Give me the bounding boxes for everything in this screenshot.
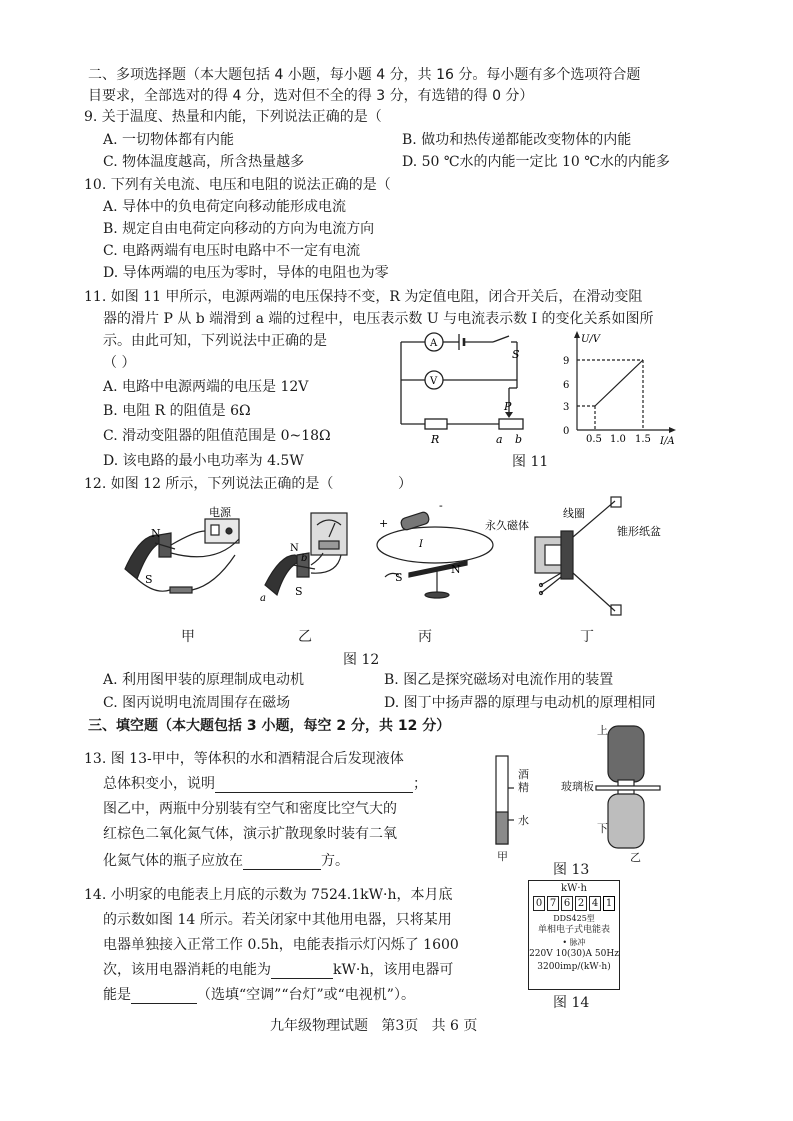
fig12-caption: 图 12 — [343, 652, 380, 668]
graph-x-axis-label: I/A — [660, 436, 675, 447]
q11-line2: 器的滑片 P 从 b 端滑到 a 端的过程中，电压表示数 U 与电流表示数 I 的变化关系如图所 — [103, 311, 654, 327]
section2-heading-line2: 目要求，全部选对的得 4 分，选对但不全的得 3 分，有选错的得 0 分） — [88, 88, 534, 104]
q11-answer-paren: （ ） — [103, 355, 136, 371]
fig13-yi-label: 乙 — [630, 851, 641, 864]
q14-line5 — [103, 986, 415, 1004]
fig13-jia-label: 甲 — [497, 850, 508, 863]
meter-digit: 7 — [547, 896, 559, 911]
q14-line5-end: （选填“空调”“台灯”或“电视机”）。 — [197, 987, 415, 1003]
q9-option-c: C. 物体温度越高，所含热量越多 — [103, 154, 305, 170]
meter-digit: 2 — [575, 896, 587, 911]
ding-cone-label: 锥形纸盆 — [617, 525, 661, 538]
q11-option-c: C. 滑动变阻器的阻值范围是 0~18Ω — [103, 428, 331, 444]
graph-y-tick: 6 — [563, 380, 570, 391]
meter-model: DDS425型 — [553, 914, 595, 923]
fig14-caption: 图 14 — [553, 995, 590, 1011]
meter-digit: 6 — [561, 896, 573, 911]
q13-line5 — [103, 852, 349, 870]
fig13-down-label: 下 — [597, 822, 608, 835]
q11-ui-graph — [555, 330, 680, 445]
q13-blank-1[interactable] — [215, 778, 413, 793]
q10-option-b: B. 规定自由电荷定向移动的方向为电流方向 — [103, 221, 375, 237]
q14-blank-1[interactable] — [271, 964, 333, 979]
q12-option-d: D. 图丁中扬声器的原理与电动机的原理相同 — [384, 695, 656, 711]
q14-line2: 的示数如图 14 所示。若关闭家中其他用电器，只将某用 — [103, 912, 452, 928]
bing-current-label: I — [419, 539, 423, 550]
graph-x-tick: 1.5 — [635, 434, 651, 445]
fig13-glass-label: 玻璃板 — [561, 780, 594, 793]
q12-option-a: A. 利用图甲装的原理制成电动机 — [103, 672, 305, 688]
meter-rating: 220V 10(30)A 50Hz — [529, 949, 619, 959]
q13-line1: 13. 图 13-甲中，等体积的水和酒精混合后发现液体 — [84, 751, 404, 767]
graph-y-tick: 0 — [563, 426, 570, 437]
fig12-bing — [377, 511, 493, 598]
meter-digit: 0 — [533, 896, 545, 911]
q14-line3: 电器单独接入正常工作 0.5h，电能表指示灯闪烁了 1600 — [103, 937, 459, 953]
fig13-jia-tube — [490, 752, 540, 860]
q9-option-b: B. 做功和热传递都能改变物体的内能 — [402, 132, 632, 148]
jia-n-label: N — [151, 527, 161, 540]
q13-line5-end: 方。 — [321, 853, 349, 869]
fig13-caption: 图 13 — [553, 862, 590, 878]
graph-y-axis-label: U/V — [581, 334, 601, 345]
end-a-label: a — [496, 433, 503, 446]
fig13-water-label: 水 — [518, 814, 529, 827]
meter-digits — [529, 896, 619, 911]
fig13-up-label: 上 — [597, 724, 608, 737]
q12-option-b: B. 图乙是探究磁场对电流作用的装置 — [384, 672, 614, 688]
q11-option-a: A. 电路中电源两端的电压是 12V — [103, 379, 309, 395]
q14-line1: 14. 小明家的电能表上月底的示数为 7524.1kW·h，本月底 — [84, 887, 453, 903]
fig12-sublabel-ding: 丁 — [580, 629, 594, 645]
ammeter-label: A — [430, 338, 438, 349]
q12-figures — [115, 495, 661, 625]
q9-option-a: A. 一切物体都有内能 — [103, 132, 235, 148]
q14-line4 — [103, 961, 453, 979]
q14-line4-end: kW·h，该用电器可 — [333, 962, 454, 978]
yi-a-label: a — [260, 593, 266, 604]
fig13-alcohol-label: 酒 精 — [518, 768, 529, 794]
q11-line1: 11. 如图 11 甲所示，电源两端的电压保持不变，R 为定值电阻，闭合开关后，在滑动变阻 — [84, 289, 643, 305]
yi-b-label: b — [301, 553, 308, 564]
meter-pulse: • 脉冲 — [562, 938, 586, 947]
bing-minus-label: - — [439, 499, 443, 512]
q13-line2 — [103, 775, 427, 793]
q13-line2-text: 总体积变小，说明 — [103, 776, 215, 792]
resistor-label: R — [431, 433, 440, 446]
fig12-jia — [125, 519, 239, 593]
q9-option-d: D. 50 ℃水的内能一定比 10 ℃水的内能多 — [402, 154, 670, 170]
yi-s-label: S — [295, 585, 303, 598]
q10-option-d: D. 导体两端的电压为零时，导体的电阻也为零 — [103, 265, 389, 281]
graph-x-tick: 1.0 — [610, 434, 626, 445]
q13-line3: 图乙中，两瓶中分别装有空气和密度比空气大的 — [103, 801, 397, 817]
electric-meter — [528, 880, 620, 990]
fig11-caption: 图 11 — [512, 454, 549, 470]
bing-n-label: N — [451, 563, 461, 576]
q11-option-b: B. 电阻 R 的阻值是 6Ω — [103, 403, 251, 419]
graph-y-tick: 9 — [563, 356, 570, 367]
yi-n-label: N — [290, 543, 299, 554]
switch-label: S — [512, 348, 520, 361]
section3-heading: 三、填空题（本大题包括 3 小题，每空 2 分，共 12 分） — [88, 718, 451, 734]
q12-option-c: C. 图丙说明电流周围存在磁场 — [103, 695, 291, 711]
meter-constant: 3200imp/(kW·h) — [537, 962, 611, 972]
ding-magnet-label: 永久磁体 — [485, 519, 529, 532]
q12-paren-close: ） — [398, 476, 412, 492]
bing-s-label: S — [395, 571, 403, 584]
graph-y-tick: 3 — [563, 402, 570, 413]
ding-coil-label: 线圈 — [563, 507, 585, 520]
fig12-sublabel-yi: 乙 — [298, 629, 312, 645]
q10-option-c: C. 电路两端有电压时电路中不一定有电流 — [103, 243, 361, 259]
q9-stem: 9. 关于温度、热量和内能，下列说法正确的是（ — [84, 109, 382, 125]
graph-x-tick: 0.5 — [586, 434, 602, 445]
page-footer: 九年级物理试题 第3页 共 6 页 — [270, 1018, 478, 1034]
q13-line2-end: ； — [413, 776, 427, 792]
q14-line5-text: 能是 — [103, 987, 131, 1003]
section2-heading-line1: 二、多项选择题（本大题包括 4 小题，每小题 4 分，共 16 分。每小题有多个选项符合题 — [88, 67, 641, 83]
meter-name: 单相电子式电能表 — [537, 925, 610, 935]
q10-stem: 10. 下列有关电流、电压和电阻的说法正确的是（ — [84, 177, 391, 193]
jia-s-label: S — [145, 573, 153, 586]
q13-line4: 红棕色二氧化氮气体，演示扩散现象时装有二氧 — [103, 826, 397, 842]
meter-digit: 4 — [589, 896, 601, 911]
fig12-sublabel-jia: 甲 — [181, 629, 195, 645]
meter-digit-decimal: 1 — [603, 896, 615, 911]
q13-line5-text: 化氮气体的瓶子应放在 — [103, 853, 243, 869]
end-b-label: b — [515, 433, 523, 446]
voltmeter-label: V — [430, 376, 438, 387]
q12-stem: 12. 如图 12 所示，下列说法正确的是（ — [84, 476, 334, 492]
q10-option-a: A. 导体中的负电荷定向移动能形成电流 — [103, 199, 347, 215]
fig12-sublabel-bing: 丙 — [418, 629, 432, 645]
q11-circuit-diagram — [395, 328, 535, 463]
q13-blank-2[interactable] — [243, 855, 321, 870]
q14-line4-text: 次，该用电器消耗的电能为 — [103, 962, 271, 978]
q14-blank-2[interactable] — [131, 989, 197, 1004]
q11-line3: 示。由此可知，下列说法中正确的是 — [103, 333, 327, 349]
bing-plus-label: + — [379, 517, 389, 530]
slider-label: P — [504, 400, 512, 413]
power-label: 电源 — [209, 506, 231, 519]
q11-option-d: D. 该电路的最小电功率为 4.5W — [103, 453, 304, 469]
meter-unit: kW·h — [561, 883, 587, 894]
